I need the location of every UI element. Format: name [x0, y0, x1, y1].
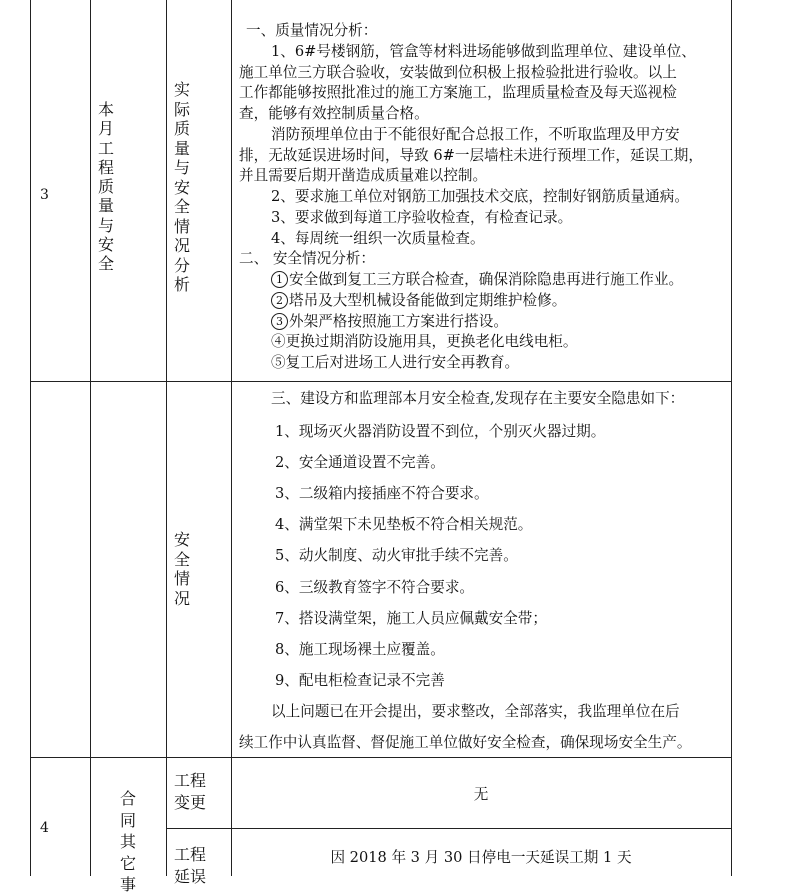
hazard-item-9: 9、配电柜检查记录不完善 — [275, 672, 445, 689]
analysis-line-4: 工作都能够按照批准过的施工方案施工，监理质量检查及每天巡视检 — [239, 84, 677, 101]
subrow-label-change: 工程变更 — [173, 771, 206, 812]
conclusion-line-2: 续工作中认真监督、督促施工单位做好安全检查，确保现场安全生产。 — [239, 734, 692, 751]
row-divider-4 — [30, 757, 732, 758]
safety-item-2 — [271, 291, 566, 312]
analysis-line-6: 消防预埋单位由于不能很好配合总报工作，不听取监理及甲方安 — [271, 126, 680, 143]
circled-number-2: 2 — [271, 292, 288, 309]
safety-item-5 — [271, 353, 519, 374]
table-border-col1 — [90, 0, 91, 876]
safety-item-4 — [271, 332, 578, 353]
safety-intro: 三、建设方和监理部本月安全检查,发现存在主要安全隐患如下： — [271, 390, 685, 407]
subrow-label-delay: 工程延误 — [173, 845, 206, 886]
row-number-4: 4 — [40, 820, 49, 836]
analysis-line-7: 排，无故延误进场时间，导致 6#一层墙柱未进行预埋工作，延误工期， — [239, 147, 703, 164]
analysis-line-3: 施工单位三方联合验收，安装做到位积极上报检验批进行验收。以上 — [239, 64, 677, 81]
circled-number-5: ⑤ — [271, 354, 286, 371]
circled-number-4: ④ — [271, 333, 286, 350]
subrow-label-analysis: 实际质量与安全情况分析 — [173, 80, 190, 294]
analysis-line-8: 并且需要后期开凿造成质量难以控制。 — [239, 167, 488, 184]
hazard-item-1: 1、现场灭火器消防设置不到位，个别灭火器过期。 — [275, 423, 606, 440]
table-border-left — [30, 0, 31, 876]
hazard-item-2: 2、安全通道设置不完善。 — [275, 454, 445, 471]
change-value: 无 — [473, 786, 489, 803]
safety-item-4-text: 更换过期消防设施用具，更换老化电线电柜。 — [285, 333, 578, 350]
subrow-divider-4 — [166, 828, 732, 829]
hazard-item-3: 3、二级箱内接插座不符合要求。 — [275, 485, 489, 502]
table-border-right — [731, 0, 732, 876]
safety-item-1-text: 安全做到复工三方联合检查，确保消除隐患再进行施工作业。 — [289, 271, 684, 288]
analysis-line-2: 1、6#号楼钢筋，管盒等材料进场能够做到监理单位、建设单位、 — [271, 43, 696, 60]
hazard-item-6: 6、三级教育签字不符合要求。 — [275, 579, 475, 596]
safety-item-3-text: 外架严格按照施工方案进行搭设。 — [289, 313, 508, 330]
analysis-line-9: 2、要求施工单位对钢筋工加强技术交底，控制好钢筋质量通病。 — [271, 188, 689, 205]
hazard-item-7: 7、搭设满堂架，施工人员应佩戴安全带； — [275, 610, 547, 627]
row-category-3: 本月工程质量与安全 — [97, 100, 114, 274]
row-number-3: 3 — [40, 187, 49, 203]
row-divider-3 — [30, 381, 732, 382]
analysis-line-1: 一、质量情况分析： — [246, 22, 378, 39]
safety-item-3 — [271, 312, 508, 333]
hazard-item-8: 8、施工现场裸土应覆盖。 — [275, 641, 445, 658]
conclusion-line-1: 以上问题已在开会提出，要求整改，全部落实，我监理单位在后 — [271, 703, 680, 720]
analysis-line-11: 4、每周统一组织一次质量检查。 — [271, 230, 485, 247]
safety-item-5-text: 复工后对进场工人进行安全再教育。 — [285, 354, 520, 371]
hazard-item-4: 4、满堂架下未见垫板不符合相关规范。 — [275, 516, 533, 533]
analysis-line-12: 二、 安全情况分析： — [239, 250, 375, 267]
circled-number-3: 3 — [271, 313, 288, 330]
safety-item-1 — [271, 270, 683, 291]
table-border-col3 — [231, 0, 232, 876]
hazard-item-5: 5、动火制度、动火审批手续不完善。 — [275, 547, 518, 564]
circled-number-1: 1 — [271, 271, 288, 288]
row-category-4: 合同其它事 — [119, 789, 136, 894]
table-border-col2 — [166, 0, 167, 876]
analysis-line-5: 查，能够有效控制质量合格。 — [239, 105, 429, 122]
analysis-line-10: 3、要求做到每道工序验收检查，有检查记录。 — [271, 209, 573, 226]
delay-value: 因 2018 年 3 月 30 日停电一天延误工期 1 天 — [330, 849, 632, 866]
safety-item-2-text: 塔吊及大型机械设备能做到定期维护检修。 — [289, 292, 567, 309]
subrow-label-safety: 安全情况 — [173, 530, 190, 608]
